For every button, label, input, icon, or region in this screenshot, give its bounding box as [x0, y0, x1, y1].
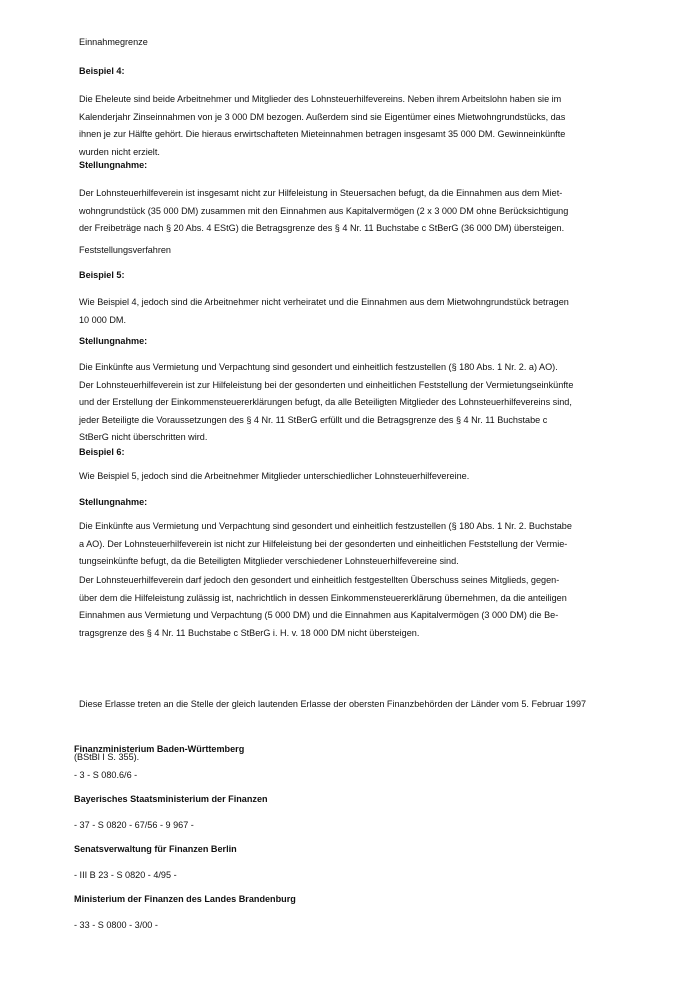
stellungnahme-2-text: Die Einkünfte aus Vermietung und Verpachtung sind gesondert und einheitlich festzustellen (§ 180 Abs. 1 Nr. 2. a) AO). Der Lohnsteuerhilfeverein ist zur Hilfeleistung bei der gesonderten und einheitlichen Feststellung der Vermietungseinkünfte und der Erstellung der Einkommensteuererklärungen befugt, da alle Beteiligten Mitglieder des Lohnsteuerhilfevereins sind, jeder Beteiligte die Voraussetzungen des § 4 Nr. 11 StBerG erfüllt und die Betragsgrenze des § 4 Nr. 11 Buchstabe c StBerG nicht überschritten wird. [79, 362, 574, 443]
heading-feststellungsverfahren: Feststellungsverfahren [79, 245, 171, 255]
stellungnahme-3-text-b: Der Lohnsteuerhilfeverein darf jedoch den gesondert und einheitlich festgestellten Überschuss seines Mitglieds, gegen- über dem die Hilfeleistung zulässig ist, nachrichtlich in dessen Einkommensteuererklärung übernehmen, da die anteiligen Einnahmen aus Vermietung und Verpachtung (5 000 DM) und die Einnahmen aus Kapitalvermögen (3 000 DM) die Be- tragsgrenze des § 4 Nr. 11 Buchstabe c StBerG i. H. v. 18 000 DM nicht übersteigen. [79, 575, 567, 638]
authority-name: Finanzministerium Baden-Württemberg [74, 744, 245, 754]
closing-paragraph: Diese Erlasse treten an die Stelle der gleich lautenden Erlasse der obersten Finanzbehörden der Länder vom 5. Februar 1997 (BStBl I S. 355). [74, 699, 587, 762]
beispiel-4-text: Die Eheleute sind beide Arbeitnehmer und Mitglieder des Lohnsteuerhilfevereins. Neben ihrem Arbeitslohn haben sie im Kalenderjahr Zinseinnahmen von je 3 000 DM bezogen. Außerdem sind sie Eigentümer eines Mietwohngrundstücks, das ihnen je zur Hälfte gehört. Die hieraus erwirtschafteten Mieteinnahmen betragen insgesamt 35 000 DM. Gewinneinkünfte wurden nicht erzielt. [79, 94, 566, 157]
authority-name: Senatsverwaltung für Finanzen Berlin [74, 844, 237, 854]
authority-reference: - 33 - S 0800 - 3/00 - [74, 920, 158, 930]
beispiel-4-title: Beispiel 4: [79, 66, 125, 76]
stellungnahme-2-title: Stellungnahme: [79, 336, 148, 346]
stellungnahme-1-text: Der Lohnsteuerhilfeverein ist insgesamt nicht zur Hilfeleistung in Steuersachen befugt, da die Einnahmen aus dem Miet- wohngrundstück (35 000 DM) zusammen mit den Einnahmen aus Kapitalvermögen (2 x 3 000 DM ohne Berücksichtigung der Freibeträge nach § 20 Abs. 4 EStG) die Betragsgrenze des § 4 Nr. 11 Buchstabe c StBerG (36 000 DM) übersteigen. [79, 188, 569, 234]
authority-reference: - III B 23 - S 0820 - 4/95 - [74, 870, 177, 880]
stellungnahme-3-text-a: Die Einkünfte aus Vermietung und Verpachtung sind gesondert und einheitlich festzustellen (§ 180 Abs. 1 Nr. 2. Buchstabe a AO). Der Lohnsteuerhilfeverein ist nicht zur Hilfeleistung bei der gesonderten und einheitlichen Feststellung der Vermie- tungseinkünfte befugt, da die Beteiligten Mitglieder verschiedener Lohnsteuerhilfevereine sind. [79, 521, 572, 567]
authority-name: Bayerisches Staatsministerium der Finanzen [74, 794, 268, 804]
authority-reference: - 3 - S 080.6/6 - [74, 770, 138, 780]
authority-name: Ministerium der Finanzen des Landes Brandenburg [74, 894, 296, 904]
heading-einnahmegrenze: Einnahmegrenze [79, 37, 148, 47]
stellungnahme-1-title: Stellungnahme: [79, 160, 148, 170]
beispiel-6-title: Beispiel 6: [79, 447, 125, 457]
authority-reference: - 37 - S 0820 - 67/56 - 9 967 - [74, 820, 194, 830]
beispiel-6-text: Wie Beispiel 5, jedoch sind die Arbeitnehmer Mitglieder unterschiedlicher Lohnsteuerhilfevereine. [79, 471, 470, 481]
stellungnahme-3-title: Stellungnahme: [79, 497, 148, 507]
beispiel-5-title: Beispiel 5: [79, 270, 125, 280]
beispiel-5-text: Wie Beispiel 4, jedoch sind die Arbeitnehmer nicht verheiratet und die Einnahmen aus dem Mietwohngrundstück betragen 10 000 DM. [79, 297, 569, 325]
